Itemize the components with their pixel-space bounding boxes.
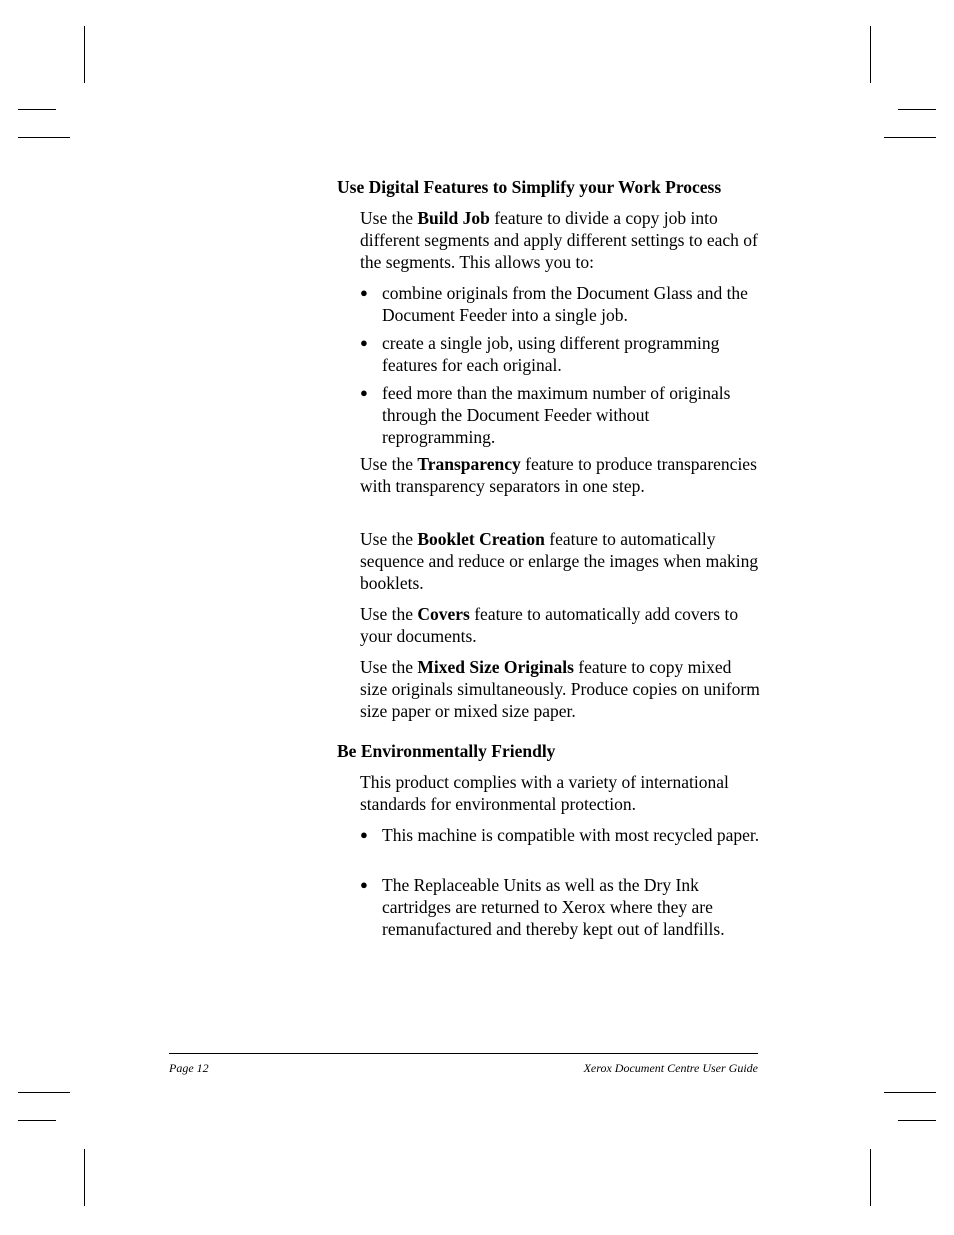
list-item-text: combine originals from the Document Glass and the Document Feeder into a single job. [382,283,748,325]
feature-name-covers: Covers [417,604,470,624]
feature-name-mixed-size-originals: Mixed Size Originals [417,657,574,677]
list-item-text: feed more than the maximum number of originals through the Document Feeder without reprogramming. [382,383,731,447]
paragraph-transparency: Use the Transparency feature to produce transparencies with transparency separators in one step. [360,454,757,496]
bullet-icon: ● [360,385,368,400]
crop-mark-top-left-horizontal-1 [18,109,56,110]
document-title: Xerox Document Centre User Guide [583,1061,758,1075]
paragraph-mixed-size-originals: Use the Mixed Size Originals feature to copy mixed size originals simultaneously. Produce copies on uniform size paper or mixed size paper. [360,657,760,721]
paragraph-covers: Use the Covers feature to automatically add covers to your documents. [360,604,739,646]
paragraph-environment-intro: This product complies with a variety of international standards for environmental protection. [360,772,729,814]
crop-mark-bottom-right-horizontal-2 [898,1120,936,1121]
crop-mark-top-right-horizontal-1 [898,109,936,110]
crop-mark-bottom-right-horizontal-1 [884,1092,936,1093]
bullet-icon: ● [360,285,368,300]
page-number: Page 12 [169,1061,209,1075]
footer-rule [169,1053,758,1054]
bullet-icon: ● [360,335,368,350]
list-item-text: This machine is compatible with most recycled paper. [382,825,760,845]
paragraph-build-job: Use the Build Job feature to divide a copy job into different segments and apply different settings to each of the segments. This allows you to: [360,208,758,272]
bullet-icon: ● [360,877,368,892]
list-item-text: create a single job, using different programming features for each original. [382,333,720,375]
crop-mark-top-right-horizontal-2 [884,137,936,138]
crop-mark-bottom-right-vertical [870,1149,871,1206]
list-item-text: The Replaceable Units as well as the Dry Ink cartridges are returned to Xerox where they are remanufactured and thereby kept out of landfills. [382,875,725,939]
crop-mark-bottom-left-horizontal-1 [18,1092,70,1093]
crop-mark-top-right-vertical [870,26,871,83]
feature-name-transparency: Transparency [417,454,521,474]
section-heading-digital-features: Use Digital Features to Simplify your Work Process [337,177,722,197]
crop-mark-bottom-left-horizontal-2 [18,1120,56,1121]
crop-mark-bottom-left-vertical [84,1149,85,1206]
paragraph-booklet-creation: Use the Booklet Creation feature to automatically sequence and reduce or enlarge the images when making booklets. [360,529,759,593]
bullet-icon: ● [360,827,368,842]
feature-name-build-job: Build Job [417,208,490,228]
crop-mark-top-left-vertical [84,26,85,83]
crop-mark-top-left-horizontal-2 [18,137,70,138]
feature-name-booklet-creation: Booklet Creation [417,529,545,549]
section-heading-environment: Be Environmentally Friendly [337,741,556,761]
